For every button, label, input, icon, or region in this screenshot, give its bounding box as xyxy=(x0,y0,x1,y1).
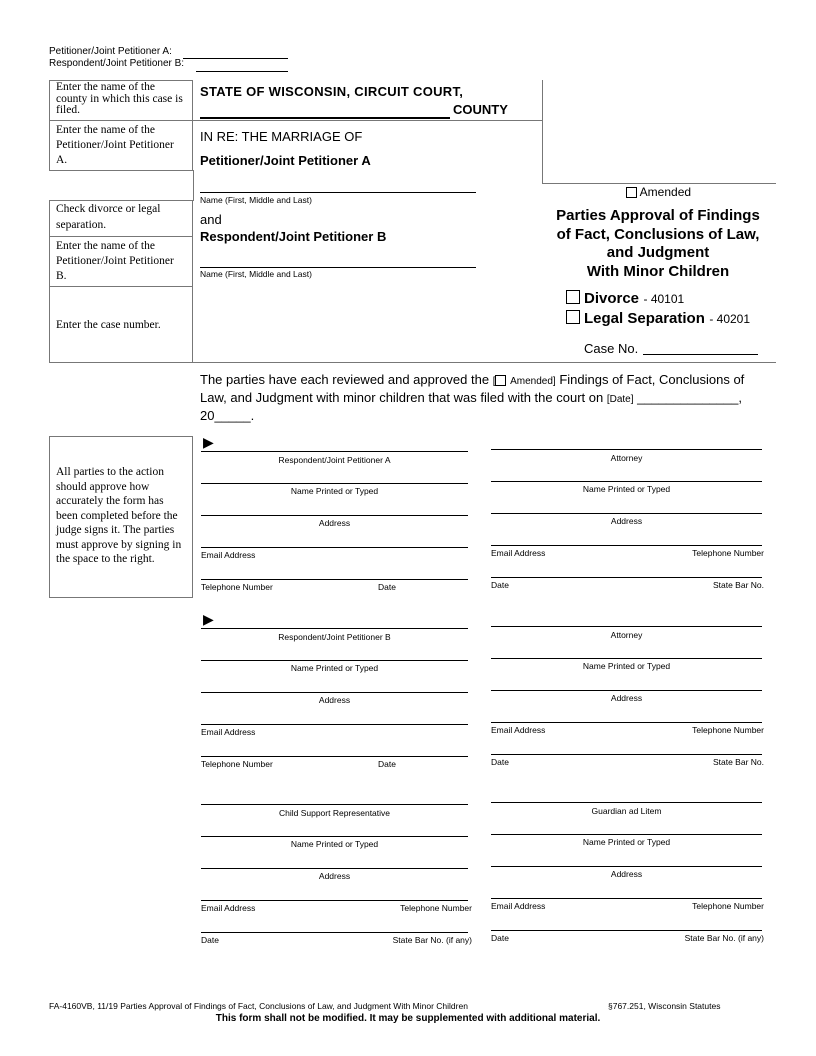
title-line: and Judgment xyxy=(606,244,710,261)
field-label: Address xyxy=(610,869,643,879)
signature-line-field[interactable] xyxy=(491,834,762,835)
sign-here-arrow-icon: ▶ xyxy=(203,611,214,627)
field-label: Name Printed or Typed xyxy=(582,661,671,671)
field-label: Name Printed or Typed xyxy=(290,663,379,673)
signature-line-field[interactable] xyxy=(201,932,468,933)
field-label: Guardian ad Litem xyxy=(591,806,662,816)
county-field[interactable] xyxy=(200,117,450,119)
field-label: Attorney xyxy=(610,453,643,463)
signature-line-field[interactable] xyxy=(201,515,468,516)
signature-line-field[interactable] xyxy=(491,930,762,931)
party-a-heading: Petitioner/Joint Petitioner A xyxy=(200,153,371,168)
divider xyxy=(193,120,542,121)
instruction-county: Enter the name of the county in which this case is filed. xyxy=(49,80,193,121)
field-label: Address xyxy=(318,871,351,881)
field-label: Address xyxy=(318,695,351,705)
instruction-approve: All parties to the action should approve how accurately the form has been completed before the judge signs it. The parties must approve by signing in the space to the right. xyxy=(49,436,193,598)
divorce-checkbox[interactable] xyxy=(566,290,580,304)
field-label: Date xyxy=(491,580,509,590)
footer-notice: This form shall not be modified. It may be supplemented with additional material. xyxy=(215,1013,601,1024)
county-label: COUNTY xyxy=(453,102,508,117)
signature-line-field[interactable] xyxy=(491,754,762,755)
field-label: Telephone Number xyxy=(692,548,764,558)
field-label: Email Address xyxy=(201,727,256,737)
statement-text[interactable]: ______________, 20_____. xyxy=(200,390,742,423)
field-label: Address xyxy=(318,518,351,528)
field-label: Name Printed or Typed xyxy=(582,837,671,847)
signature-line-field[interactable] xyxy=(201,692,468,693)
field-label: Respondent/Joint Petitioner A xyxy=(278,455,391,465)
party-b-name-field[interactable] xyxy=(200,267,476,268)
field-label: Date xyxy=(491,757,509,767)
date-placeholder: [Date] xyxy=(606,394,634,405)
field-label: Name Printed or Typed xyxy=(290,839,379,849)
divider xyxy=(542,80,543,184)
signature-line-field[interactable] xyxy=(201,756,468,757)
field-label: Email Address xyxy=(491,901,546,911)
divorce-option[interactable] xyxy=(566,290,684,308)
legal-separation-option[interactable] xyxy=(566,310,750,328)
signature-line-field[interactable] xyxy=(491,513,762,514)
signature-line-field[interactable] xyxy=(491,802,762,803)
petitioner-a-field[interactable] xyxy=(183,58,288,59)
signature-line-field[interactable] xyxy=(201,660,468,661)
signature-line-field[interactable] xyxy=(491,898,762,899)
party-b-heading: Respondent/Joint Petitioner B xyxy=(200,229,387,244)
party-a-name-field[interactable] xyxy=(200,192,476,193)
and-text: and xyxy=(200,212,222,227)
field-label: Telephone Number xyxy=(201,582,273,592)
signature-line-field[interactable] xyxy=(491,722,762,723)
field-label: Address xyxy=(610,693,643,703)
legal-separation-code: - 40201 xyxy=(709,312,751,326)
form-title xyxy=(540,207,776,281)
party-b-name-hint: Name (First, Middle and Last) xyxy=(200,269,312,279)
title-line: of Fact, Conclusions of Law, xyxy=(556,225,760,243)
signature-line-field[interactable] xyxy=(491,626,762,627)
amended-option[interactable] xyxy=(626,185,691,199)
sign-here-arrow-icon: ▶ xyxy=(203,434,214,450)
instruction-case-number: Enter the case number. xyxy=(49,286,193,363)
statement-amended-label: Amended] xyxy=(510,376,556,387)
title-line: Parties Approval of Findings xyxy=(556,207,760,224)
field-label: Attorney xyxy=(610,630,643,640)
instruction-petitioner-a: Enter the name of the Petitioner/Joint Petitioner A. xyxy=(49,120,193,171)
statement-text: The parties have each reviewed and approved the xyxy=(200,372,493,387)
field-label: Email Address xyxy=(201,903,256,913)
field-label: State Bar No. (if any) xyxy=(684,933,764,943)
field-label: State Bar No. xyxy=(712,580,764,590)
footer-form-id: FA-4160VB, 11/19 Parties Approval of Findings of Fact, Conclusions of Law, and Judgment With Minor Children xyxy=(49,1001,468,1011)
signature-line-field[interactable] xyxy=(491,577,762,578)
field-label: Telephone Number xyxy=(692,901,764,911)
field-label: Name Printed or Typed xyxy=(290,486,379,496)
signature-line-field[interactable] xyxy=(491,545,762,546)
title-line: With Minor Children xyxy=(586,262,730,280)
divorce-label: Divorce xyxy=(584,290,640,307)
legal-separation-checkbox[interactable] xyxy=(566,310,580,324)
signature-line-field[interactable] xyxy=(201,483,468,484)
signature-line-field[interactable] xyxy=(201,451,468,452)
field-label: Telephone Number xyxy=(692,725,764,735)
court-heading: STATE OF WISCONSIN, CIRCUIT COURT, xyxy=(200,84,464,99)
field-label: Email Address xyxy=(491,548,546,558)
signature-line-field[interactable] xyxy=(491,690,762,691)
instruction-petitioner-b: Enter the name of the Petitioner/Joint Petitioner B. xyxy=(49,236,193,287)
signature-line-field[interactable] xyxy=(201,628,468,629)
signature-line-field[interactable] xyxy=(491,481,762,482)
field-label: Child Support Representative xyxy=(278,808,391,818)
statement-text: Findings of Fact, Conclusions of Law, and Judgment with minor children that was filed with the court on xyxy=(200,372,745,405)
amended-label: Amended xyxy=(639,185,692,199)
approval-statement xyxy=(200,372,765,424)
respondent-b-label: Respondent/Joint Petitioner B: xyxy=(49,58,185,69)
signature-line-field[interactable] xyxy=(201,900,468,901)
signature-line-field[interactable] xyxy=(201,724,468,725)
bracket: [ xyxy=(492,376,496,387)
footer-statute: §767.251, Wisconsin Statutes xyxy=(608,1001,721,1011)
field-label: Telephone Number xyxy=(201,759,273,769)
field-label: Telephone Number xyxy=(400,903,472,913)
signature-line-field[interactable] xyxy=(201,868,468,869)
signature-line-field[interactable] xyxy=(201,547,468,548)
instruction-check: Check divorce or legal separation. xyxy=(49,200,193,237)
field-label: Date xyxy=(201,935,219,945)
signature-line-field[interactable] xyxy=(491,658,762,659)
signature-line-field[interactable] xyxy=(491,866,762,867)
field-label: Date xyxy=(378,582,396,592)
amended-checkbox[interactable] xyxy=(626,187,637,198)
field-label: State Bar No. (if any) xyxy=(392,935,472,945)
signature-line-field[interactable] xyxy=(201,804,468,805)
signature-line-field[interactable] xyxy=(201,579,468,580)
field-label: Name Printed or Typed xyxy=(582,484,671,494)
case-no-label: Case No. xyxy=(584,341,639,356)
respondent-b-field[interactable] xyxy=(196,71,288,72)
divorce-code: - 40101 xyxy=(643,292,685,306)
case-no-field[interactable] xyxy=(643,354,758,355)
signature-line-field[interactable] xyxy=(201,836,468,837)
field-label: State Bar No. xyxy=(712,757,764,767)
divider xyxy=(542,183,776,184)
statement-amended-checkbox[interactable] xyxy=(492,375,506,387)
in-re-heading: IN RE: THE MARRIAGE OF xyxy=(200,129,363,144)
field-label: Respondent/Joint Petitioner B xyxy=(278,632,391,642)
field-label: Email Address xyxy=(201,550,256,560)
petitioner-a-label: Petitioner/Joint Petitioner A: xyxy=(49,46,172,57)
signature-line-field[interactable] xyxy=(491,449,762,450)
divider xyxy=(193,170,194,201)
field-label: Email Address xyxy=(491,725,546,735)
party-a-name-hint: Name (First, Middle and Last) xyxy=(200,195,312,205)
field-label: Date xyxy=(491,933,509,943)
field-label: Address xyxy=(610,516,643,526)
field-label: Date xyxy=(378,759,396,769)
legal-separation-label: Legal Separation xyxy=(584,310,705,327)
divider xyxy=(193,362,776,363)
